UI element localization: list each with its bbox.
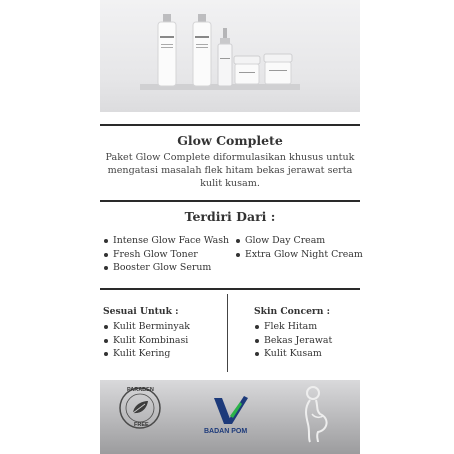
certification-footer — [100, 380, 360, 454]
pregnant-woman-icon — [296, 384, 336, 444]
paraben-free-badge — [118, 386, 162, 430]
suitable-heading: Sesuai Untuk : — [103, 306, 179, 317]
suitable-list — [103, 320, 190, 361]
divider-middle — [100, 200, 360, 202]
concern-list — [254, 320, 332, 361]
badan-pom-icon — [200, 392, 256, 430]
concern-heading: Skin Concern : — [254, 306, 331, 317]
paraben-label: PARABEN — [127, 387, 154, 393]
contents-list-right — [235, 234, 363, 261]
list-item: Kulit Berminyak — [103, 320, 190, 334]
divider-top — [100, 124, 360, 126]
product-photo — [100, 0, 360, 112]
column-divider — [227, 294, 228, 372]
product-description — [100, 151, 360, 190]
list-item: Booster Glow Serum — [103, 261, 229, 275]
divider-lower — [100, 288, 360, 290]
product-bottles-illustration — [100, 0, 360, 112]
product-card — [100, 0, 363, 454]
badan-pom-logo — [200, 392, 256, 442]
badan-pom-label: BADAN POM — [204, 428, 248, 435]
list-item: Fresh Glow Toner — [103, 248, 229, 262]
list-item: Glow Day Cream — [235, 234, 363, 248]
list-item: Bekas Jerawat — [254, 334, 332, 348]
list-item: Kulit Kusam — [254, 347, 332, 361]
contents-heading: Terdiri Dari : — [184, 209, 276, 224]
list-item: Intense Glow Face Wash — [103, 234, 229, 248]
list-item: Kulit Kombinasi — [103, 334, 190, 348]
description-line: mengatasi masalah flek hitam bekas jerawat serta — [107, 165, 353, 176]
list-item: Flek Hitam — [254, 320, 332, 334]
contents-list-left — [103, 234, 229, 275]
free-label: FREE — [134, 422, 149, 428]
list-item: Extra Glow Night Cream — [235, 248, 363, 262]
description-line: kulit kusam. — [200, 178, 260, 189]
pregnancy-safe-badge — [296, 384, 336, 444]
product-title: Glow Complete — [177, 133, 283, 148]
description-line: Paket Glow Complete diformulasikan khusus untuk — [105, 152, 355, 163]
list-item: Kulit Kering — [103, 347, 190, 361]
